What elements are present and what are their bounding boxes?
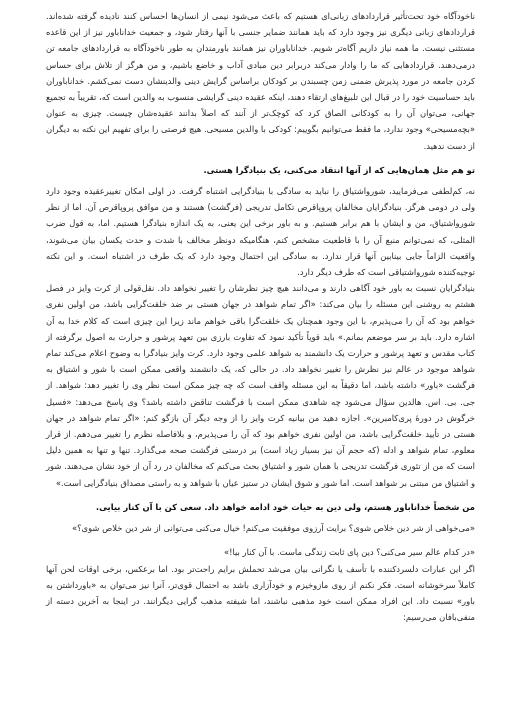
quote-live-with-it: «در کدام عالم سیر می‌کنی؟ دین پای ثابت زندگی ماست. با آن کنار بیا!» [223, 547, 475, 558]
section-heading-religion-persists: من شخصاً خداناباور هستم، ولی دین به حیات خود ادامه خواهد داد. سعی کن با آن کنار بیایی. [95, 501, 475, 512]
paragraph-kurt-wise: بنیادگرایان نسبت به باور خود آگاهی دارند و می‌دانند هیچ چیز نظرشان را تغییر نخواهد داد. نقل‌قولی از کرت وایز در فصل هشتم به روشنی این مسئله را بیان می‌کند: «اگر تمام شواهد در جهان هستی بر ضد خلقت‌گرایی باشد، من اولین نفری خواهم بود که آن را می‌پذیرم، با این وجود همچنان یک خلقت‌گرا باقی خواهم ماند زیرا این چیزی است که کلام خدا به آن اشاره دارد. باید بر سر موضعم بمانم.» باید قویاً تأکید نمود که تفاوت بارزی بین تعهد پرشور و حرارت به اصول برگرفته از کتاب مقدس و تعهد پرشور و حرارت یک دانشمند به شواهد علمی وجود دارد. کرت وایز بنیادگرا به وضوح اعلام می‌کند تمام شواهد موجود در عالم نیز نظرش را تغییر نخواهد داد. در حالی که، یک دانشمند واقعی ممکن است با شور و اشتیاق به فرگشت «باور» داشته باشد، اما دقیقاً به این مسئله واقف است که چه چیز ممکن است نظر وی را تغییر دهد: شواهد. از جی. بی. اس. هالدین سؤال می‌شود چه شاهدی ممکن است با فرگشت تناقض داشته باشد؟ وی پاسخ می‌دهد: «فسیل خرگوش در دورهٔ پری‌کامبرین». اجازه دهید من بیانیه کرت وایز را از وجه دیگر آن بازگو کنم: «اگر تمام شواهد در جهان هستی در تأیید خلقت‌گرایی باشد، من اولین نفری خواهم بود که آن را می‌پذیرم، و بلافاصله نظرم را تغییر می‌دهم. از قرار معلوم، تمام شواهد و ادله (که حجم آن نیز بسیار زیاد است) بر درستی فرگشت صحه می‌گذارد. تنها و تنها به همین دلیل است که من از تئوری فرگشت تدریجی با همان شور و اشتیاق بحث می‌کنم که مخالفان در رد آن از خود نشان می‌دهند. شور و اشتیاق من مبتنی بر شواهد است. اما شور و شوق ایشان در ستیز عیان با شواهد و به راستی مصداق بنیادگرایی است.» [46, 283, 475, 488]
paragraph-belief-in-belief: اگر این عبارات دلسردکننده با تأسف یا نگرانی بیان می‌شد تحملش برایم راحت‌تر بود. اما برعکس، برخی اوقات لحن آنها کاملاً سرخوشانه است. فکر نکنم از روی مازوخیزم و خودآزاری باشد به احتمال قوی‌تر، آنرا نیز می‌توان به «باورداشتن به باور» نسبت داد. این افراد ممکن است خود مذهبی نباشند، اما شیفته مذهب گرایی دیگرانند. در اینجا به آخرین دسته از منفی‌بافان می‌رسیم: [46, 563, 475, 623]
section-heading-fundamentalist: تو هم مثل همان‌هایی که از آنها انتقاد می‌کنی، یک بنیادگرا هستی. [203, 164, 475, 175]
paragraph-passion-vs-fundamentalism: نه، کم‌لطفی می‌فرمایید، شورواشتیاق را نباید به سادگی با بنیادگرایی اشتباه گرفت. در اولی امکان تغییرعقیده وجود دارد ولی در دومی هرگز. بنیادگرایان مخالفان پروپاقرص تکامل تدریجی (فرگشت) هستند و من موافق پروپاقرص آن. اما از نظر شورواشتیاق، من و ایشان با هم برابر هستیم. و به باور برخی این یعنی، به یک اندازه بنیادگرا هستیم. اما، به قول ضرب المثلی، که نمی‌توانم منبع آن را با قاطعیت مشخص کنم، هنگامیکه دونظر مخالف با شدت و حدت یکسان بیان می‌شوند، واقعیت الزاماً جایی بینابین آنها قرار ندارد. به سادگی این احتمال وجود دارد که یک طرف در اشتباه است. و این نکته توجیه‌کننده شورواشتیاقی است که طرف دیگر دارد. [46, 186, 475, 278]
paragraph-intro: ناخودآگاه خود تحت‌تأثیر قراردادهای زبانی‌ای هستیم که باعث می‌شود نیمی از انسان‌ها احساس کنند نادیده گرفته شده‌اند. قراردادهای زبانی دیگری نیز وجود دارد که باید همانند ضمایر جنسی با آنها رفتار شود، و جمعیت خداناباور نیز از این قاعده مستثنی نیست. ما همه نیاز داریم آگاه‌تر شویم. خداناباوران نیز همانند باورمندان به طور ناخودآگاه به قراردادهای جامعه تن درمی‌دهند. قراردادهایی که ما را وادار می‌کند دربرابر دین مبادی آداب و خاضع باشیم، و من هرگز از تلاش برای حساس کردن جامعه در مورد پذیرش ضمنی زمن چسبندن بر کودکان براساس گرایش دینی والدینشان دست نمی‌کشم. خداناباوران باید حساسیت خود را در قبال این تلبیغ‌های ارتقاء دهند، اینکه عقیده دینی گرایشی منسوب به والدین است که، تقریباً به تجمیع جهانی، می‌توان آن را به کودکانی الصاق کرد که کوچک‌تر از آنند که اصلاً بدانند عقیده‌شان چیست. چیزی به عنوان «بچه‌مسیحی» وجود ندارد، ما فقط می‌توانیم بگوییم: کودکی با والدین مسیحی. هیچ فرصتی را برای تفهیم این نکته به دیگران از دست ندهید. [46, 11, 475, 151]
quote-get-rid-of-religion: «می‌خواهی از شر دین خلاص شوی؟ برایت آرزوی موفقیت می‌کنم! خیال می‌کنی می‌توانی از شر دین خلاص شوی؟» [71, 523, 475, 534]
